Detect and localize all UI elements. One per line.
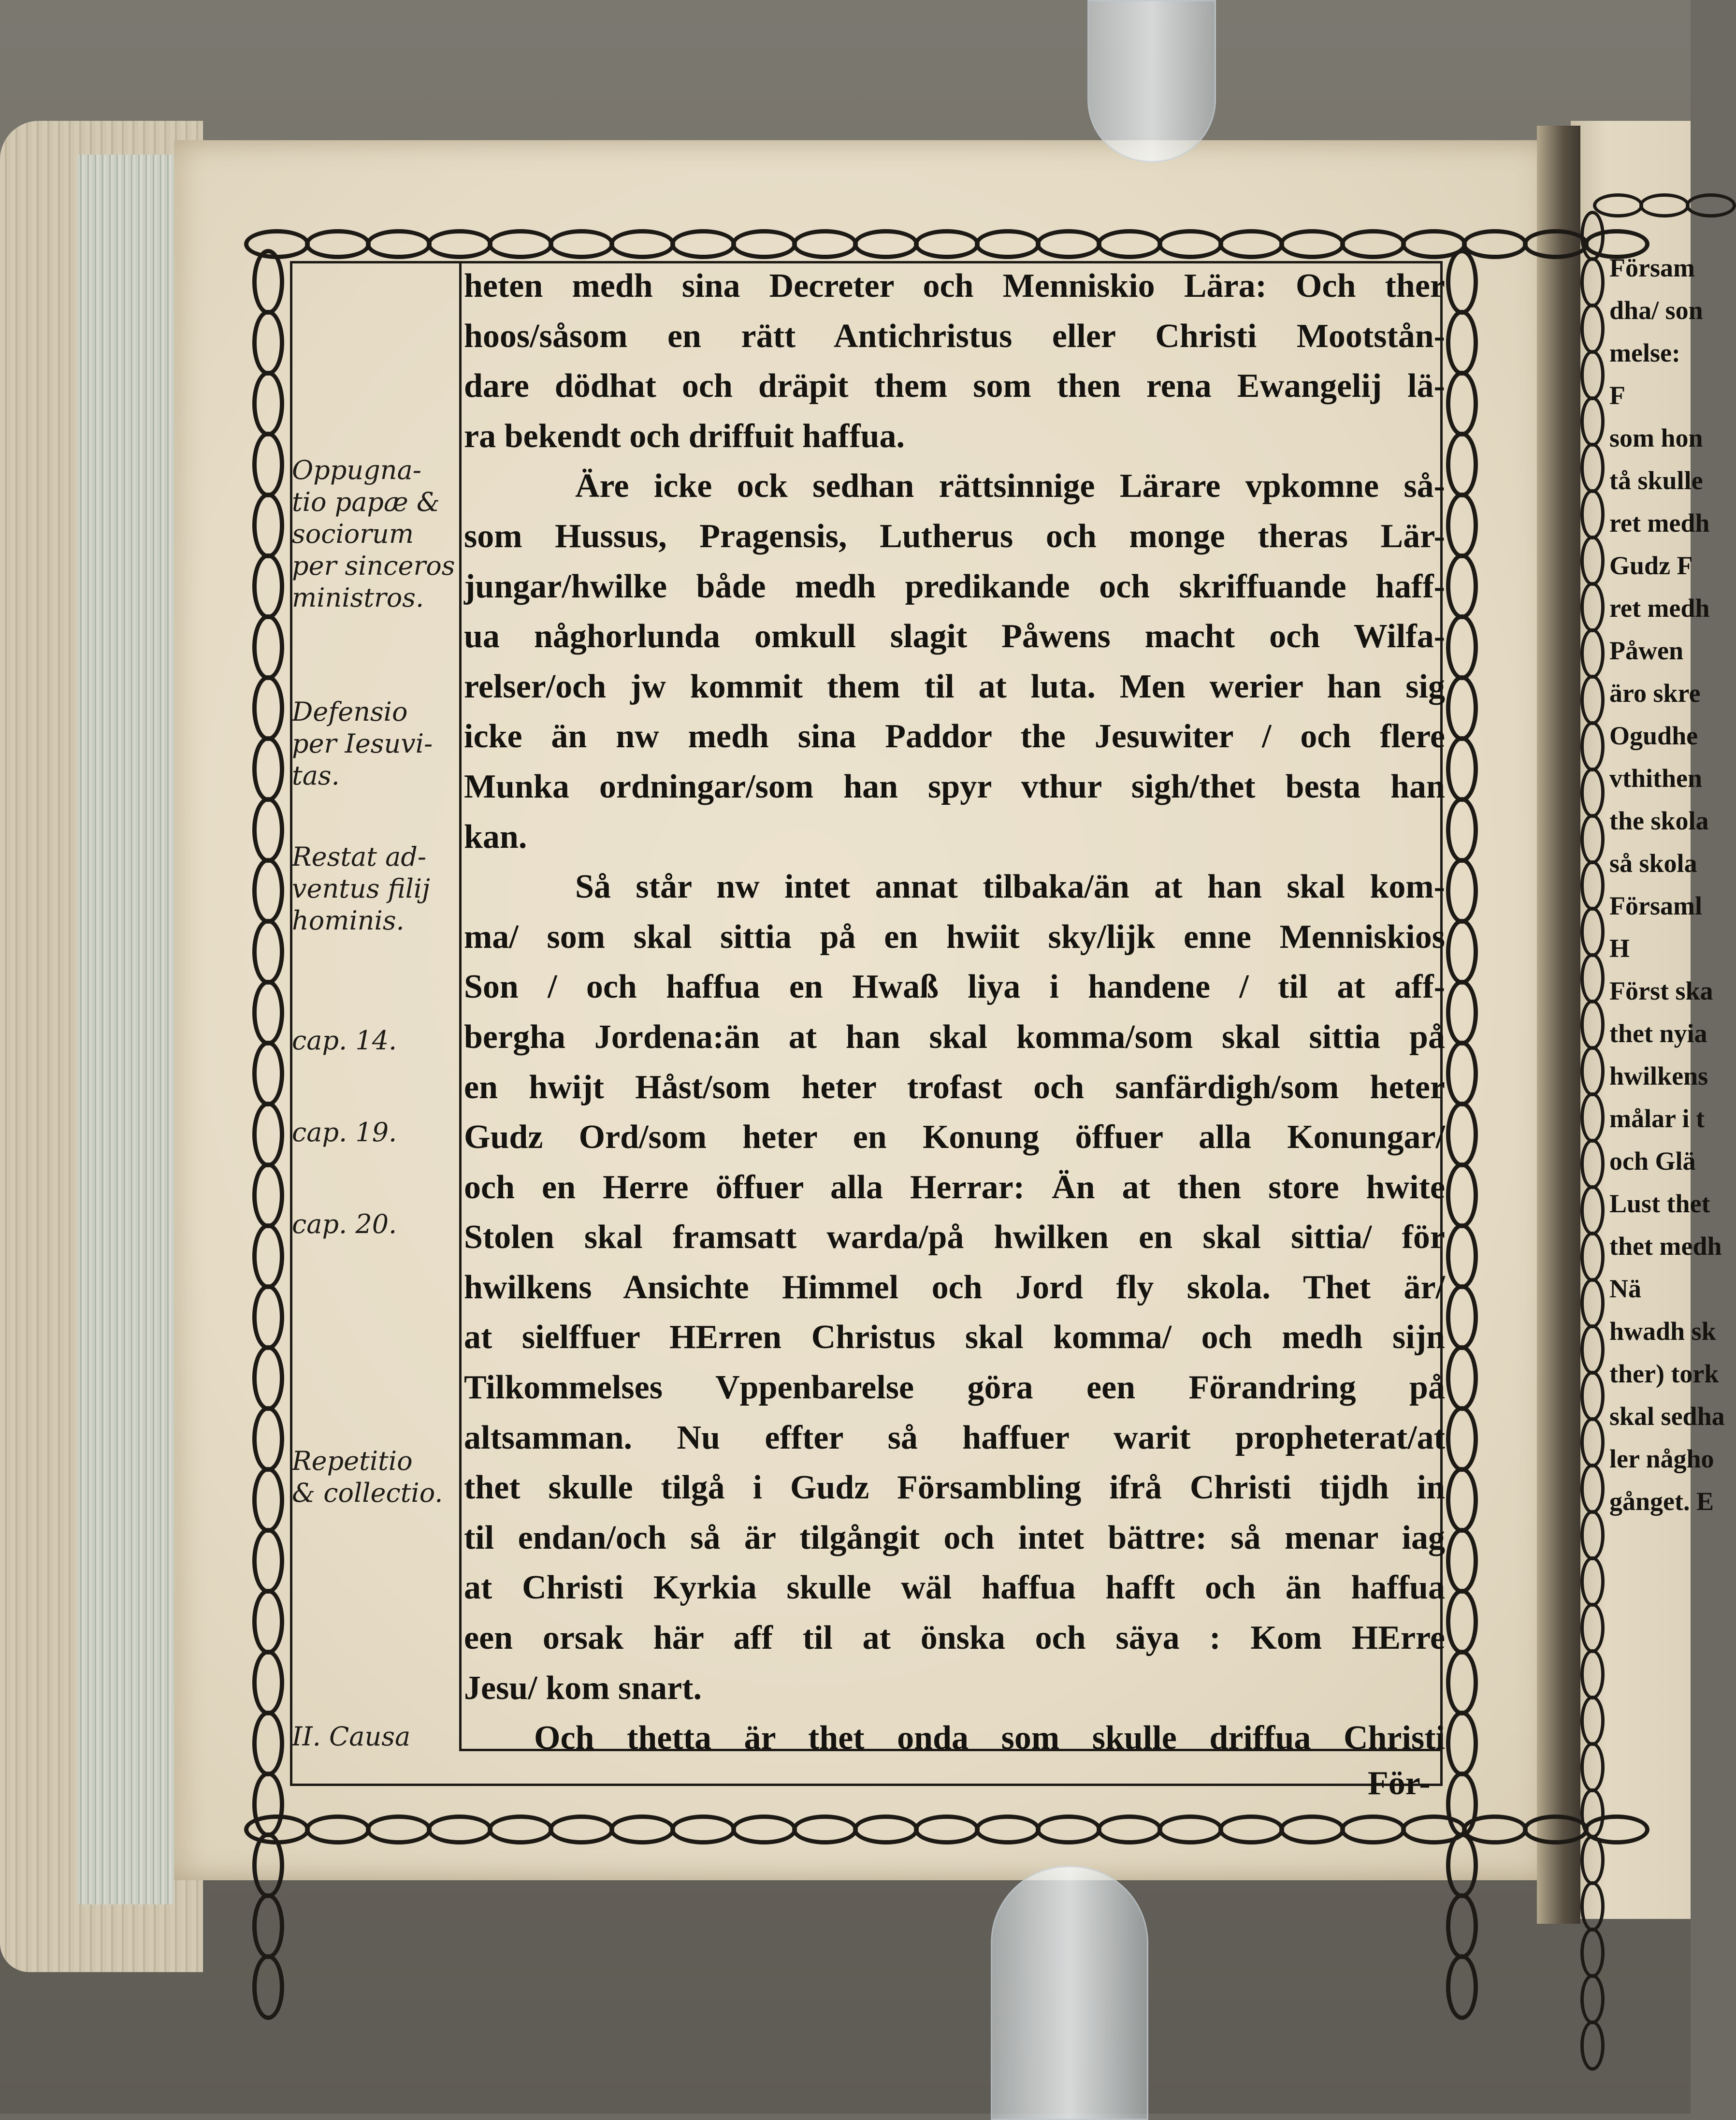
chain-link: [1446, 980, 1478, 1045]
chain-link: [1446, 919, 1478, 985]
margin-note-restat: Restat ad- ventus filij hominis.: [292, 842, 430, 936]
chain-link: [792, 229, 858, 259]
chain-link: [914, 1815, 980, 1844]
chain-link: [1580, 1092, 1605, 1143]
facing-page-line: the skola: [1609, 806, 1709, 835]
facing-page-line: Gudz F: [1609, 551, 1693, 580]
chain-link: [1580, 1649, 1605, 1699]
text-line: at Christi Kyrkia skulle wäl haffua hafft och än haffua: [464, 1569, 1445, 1607]
facing-page-line: äro skre: [1609, 679, 1701, 708]
chain-link: [1580, 1324, 1605, 1375]
chain-link: [1097, 229, 1162, 259]
chain-link: [1036, 229, 1101, 259]
text-line: dare dödhat och dräpit them som then rena Ewangelij lä-: [464, 367, 1445, 405]
chain-link: [1580, 860, 1605, 911]
chain-link: [252, 1711, 284, 1776]
text-line: ua någhorlunda omkull slagit Påwens macht och Wilfa-: [464, 618, 1445, 655]
chain-link: [1580, 1371, 1605, 1421]
chain-link: [1580, 489, 1605, 539]
chain-link: [1580, 582, 1605, 632]
chain-link: [252, 1284, 284, 1350]
chain-link: [252, 1345, 284, 1411]
chain-link: [1279, 229, 1345, 259]
margin-column-rule: [459, 261, 462, 1750]
chain-link: [1580, 675, 1605, 725]
chain-link: [731, 1815, 797, 1844]
chain-link: [252, 432, 284, 497]
facing-page-line: ret medh: [1609, 508, 1710, 537]
chain-link: [252, 1162, 284, 1228]
facing-page-chain: [1595, 193, 1691, 222]
chain-link: [1580, 1696, 1605, 1746]
chain-link: [1580, 1417, 1605, 1467]
chain-link: [252, 614, 284, 680]
chain-link: [252, 1041, 284, 1106]
chain-link: [1446, 1954, 1478, 2020]
facing-page-line: ther) tork: [1609, 1359, 1719, 1388]
chain-link: [609, 229, 675, 259]
chain-link: [366, 229, 432, 259]
text-line: een orsak här aff til at önska och säya : Kom HErre: [464, 1619, 1445, 1657]
margin-note-causa: II. Causa: [292, 1721, 411, 1752]
chain-link: [252, 1406, 284, 1472]
chain-link: [305, 229, 371, 259]
chain-link: [252, 1772, 284, 1837]
chain-link: [1446, 1893, 1478, 1959]
frame-rule-bottom: [290, 1784, 1440, 1786]
chain-link: [252, 249, 284, 315]
chain-link: [1580, 211, 1605, 261]
chain-link: [1446, 493, 1478, 558]
facing-page-vchain: [1580, 213, 1607, 1837]
chain-link: [1446, 310, 1478, 376]
text-line: hoos/såsom en rätt Antichristus eller Christi Mootstån-: [464, 317, 1445, 355]
chain-link: [1446, 1832, 1478, 1898]
chain-link: [1218, 1815, 1284, 1844]
chain-link: [252, 980, 284, 1045]
margin-note-cap14: cap. 14.: [292, 1025, 397, 1056]
page-edges: [77, 155, 174, 1904]
chain-link: [305, 1815, 371, 1844]
catchword: För-: [1368, 1765, 1431, 1802]
chain-link: [1446, 1406, 1478, 1472]
body-text: [464, 261, 1445, 1763]
chain-link: [1446, 1102, 1478, 1167]
text-line: Så står nw intet annat tilbaka/än at han skal kom-: [575, 868, 1445, 906]
frame-top-chain: [246, 222, 1484, 266]
frame-left-chain: [246, 251, 290, 1822]
text-line: bergha Jordena:än at han skal komma/som skal sittia på: [464, 1018, 1445, 1056]
facing-page-line: Först ska: [1609, 976, 1713, 1005]
chain-link: [1218, 229, 1284, 259]
chain-link: [1580, 1928, 1605, 1978]
chain-link: [1580, 1742, 1605, 1792]
facing-page-line: Försam: [1609, 253, 1695, 282]
chain-link: [1580, 907, 1605, 957]
facing-page-line: H: [1609, 934, 1630, 963]
facing-page-line: Lust thet: [1609, 1189, 1710, 1218]
text-line: och en Herre öffuer alla Herrar: Än at then store hwite: [464, 1168, 1445, 1206]
chain-link: [1446, 1162, 1478, 1228]
chain-link: [1446, 249, 1478, 315]
text-line: Stolen skal framsatt warda/på hwilken en skal sittia/ för: [464, 1219, 1445, 1256]
chain-link: [975, 1815, 1041, 1844]
chain-link: [252, 1467, 284, 1533]
facing-page-line: Påwen: [1609, 636, 1683, 665]
chain-link: [252, 1650, 284, 1715]
chain-link: [1580, 1788, 1605, 1839]
text-line: Och thetta är thet onda som skulle driffua Christi: [534, 1719, 1445, 1757]
facing-page-line: hwilkens: [1609, 1061, 1708, 1090]
text-line: kan.: [464, 818, 527, 856]
facing-page-line: Nä: [1609, 1274, 1641, 1303]
text-line: altsamman. Nu effter så haffuer warit propheterat/at: [464, 1419, 1445, 1456]
text-line: Jesu/ kom snart.: [464, 1669, 702, 1707]
chain-link: [1446, 675, 1478, 741]
chain-link: [1580, 1232, 1605, 1282]
chain-link: [1446, 1589, 1478, 1655]
chain-link: [1580, 396, 1605, 447]
facing-page-line: F: [1609, 381, 1625, 410]
facing-page-line: ler någho: [1609, 1444, 1714, 1473]
chain-link: [1580, 1185, 1605, 1235]
chain-link: [1446, 1772, 1478, 1837]
book-gutter: [1537, 126, 1580, 1924]
chain-link: [1446, 858, 1478, 924]
chain-link: [1580, 1000, 1605, 1050]
chain-link: [1446, 371, 1478, 436]
chain-link: [252, 493, 284, 558]
facing-page-line: hwadh sk: [1609, 1317, 1716, 1346]
chain-link: [1446, 1041, 1478, 1106]
chain-link: [670, 1815, 736, 1844]
chain-link: [1580, 1278, 1605, 1328]
chain-link: [1580, 257, 1605, 307]
chain-link: [914, 229, 980, 259]
facing-page-line: tå skulle: [1609, 466, 1703, 495]
chain-link: [252, 1223, 284, 1289]
chain-link: [1446, 797, 1478, 863]
chain-link: [1580, 536, 1605, 586]
chain-link: [252, 919, 284, 985]
facing-page-line: målar i t: [1609, 1104, 1705, 1133]
chain-link: [1036, 1815, 1101, 1844]
chain-link: [609, 1815, 675, 1844]
facing-page-line: melse:: [1609, 338, 1680, 367]
facing-page-line: vthithen: [1609, 764, 1703, 793]
text-line: til endan/och så är tilgångit och intet bättre: så menar iag: [464, 1519, 1445, 1556]
text-line: hwilkens Ansichte Himmel och Jord fly skola. Thet är/: [464, 1268, 1445, 1306]
chain-link: [252, 797, 284, 863]
chain-link: [252, 1102, 284, 1167]
chain-link: [252, 1832, 284, 1898]
chain-link: [1446, 614, 1478, 680]
book-clip-top: [1087, 0, 1216, 162]
facing-page-line: och Glä: [1609, 1147, 1696, 1176]
text-line: relser/och jw kommit them til at luta. Men werier han sig: [464, 668, 1445, 705]
chain-link: [252, 1589, 284, 1655]
chain-link: [1580, 1556, 1605, 1607]
chain-link: [1340, 1815, 1406, 1844]
chain-link: [1446, 1223, 1478, 1289]
chain-link: [1580, 1835, 1605, 1885]
margin-note-repetitio: Repetitio & collectio.: [292, 1446, 443, 1508]
chain-link: [1446, 432, 1478, 497]
chain-link: [488, 229, 553, 259]
chain-link: [670, 229, 736, 259]
margin-note-cap20: cap. 20.: [292, 1209, 397, 1239]
chain-link: [252, 553, 284, 619]
chain-link: [366, 1815, 432, 1844]
chain-link: [1580, 1139, 1605, 1189]
chain-link: [1580, 1974, 1605, 2024]
facing-page-line: ret medh: [1609, 594, 1710, 623]
chain-link: [1157, 229, 1223, 259]
chain-link: [252, 371, 284, 436]
chain-link: [1580, 1603, 1605, 1653]
chain-link: [252, 310, 284, 376]
chain-link: [1639, 193, 1690, 218]
chain-link: [853, 229, 919, 259]
chain-link: [1446, 553, 1478, 619]
chain-link: [1446, 1528, 1478, 1594]
chain-link: [1580, 304, 1605, 354]
chain-link: [1686, 193, 1736, 218]
chain-link: [731, 229, 797, 259]
chain-link: [1446, 1284, 1478, 1350]
chain-link: [1446, 1650, 1478, 1715]
text-line: en hwijt Håst/som heter trofast och sanfärdigh/som heter: [464, 1068, 1445, 1106]
chain-link: [1580, 953, 1605, 1003]
text-line: Son / och haffua en Hwaß liya i handene / til at aff-: [464, 968, 1445, 1006]
chain-link: [1580, 2020, 1605, 2071]
text-line: icke än nw medh sina Paddor the Jesuwiter / och flere: [464, 718, 1445, 755]
chain-link: [1580, 1510, 1605, 1560]
chain-link: [1580, 768, 1605, 818]
chain-link: [792, 1815, 858, 1844]
chain-link: [252, 858, 284, 924]
chain-link: [427, 229, 492, 259]
chain-link: [1446, 1345, 1478, 1411]
text-line: ra bekendt och driffuit haffua.: [464, 417, 905, 455]
chain-link: [853, 1815, 919, 1844]
margin-note-oppugnatio: Oppugna- tio papæ & sociorum per sinceros ministros.: [292, 455, 455, 613]
margin-note-defensio: Defensio per Iesuvi- tas.: [292, 697, 433, 791]
chain-link: [1279, 1815, 1345, 1844]
text-line: jungar/hwilke både medh predikande och skriffuande haff-: [464, 567, 1445, 605]
frame-right-chain: [1440, 251, 1484, 1822]
facing-page-line: thet nyia: [1609, 1019, 1707, 1048]
chain-link: [1580, 443, 1605, 493]
text-line: heten medh sina Decreter och Menniskio Lära: Och ther: [464, 267, 1445, 305]
text-line: thet skulle tilgå i Gudz Försambling ifrå Christi tijdh in: [464, 1469, 1445, 1507]
chain-link: [1580, 1464, 1605, 1514]
chain-link: [252, 1954, 284, 2020]
facing-page-line: Församl: [1609, 891, 1702, 920]
text-line: Tilkommelses Vppenbarelse göra een Förandring på: [464, 1369, 1445, 1407]
chain-link: [1580, 1046, 1605, 1096]
text-line: Gudz Ord/som heter en Konung öffuer alla Konungar/: [464, 1118, 1445, 1156]
facing-page-line: som hon: [1609, 423, 1703, 452]
chain-link: [252, 1528, 284, 1594]
chain-link: [252, 1893, 284, 1959]
chain-link: [1097, 1815, 1162, 1844]
chain-link: [488, 1815, 553, 1844]
frame-bottom-chain: [246, 1808, 1484, 1851]
chain-link: [427, 1815, 492, 1844]
facing-page-line: Ogudhe: [1609, 721, 1698, 750]
facing-page-line: gånget. E: [1609, 1487, 1714, 1516]
text-line: at sielffuer HErren Christus skal komma/ och medh sijn: [464, 1319, 1445, 1356]
chain-link: [1446, 1711, 1478, 1776]
chain-link: [1580, 350, 1605, 400]
facing-page-line: dha/ son: [1609, 296, 1703, 325]
chain-link: [252, 675, 284, 741]
chain-link: [1523, 1815, 1589, 1844]
chain-link: [1446, 736, 1478, 802]
chain-link: [549, 1815, 614, 1844]
chain-link: [1340, 229, 1406, 259]
chain-link: [1446, 1467, 1478, 1533]
text-line: Äre icke ock sedhan rättsinnige Lärare vpkomne så-: [575, 467, 1445, 505]
chain-link: [1523, 229, 1589, 259]
chain-link: [252, 736, 284, 802]
facing-page-line: thet medh: [1609, 1232, 1722, 1261]
facing-page-line: så skola: [1609, 849, 1697, 878]
text-line: som Hussus, Pragensis, Lutherus och monge theras Lär-: [464, 517, 1445, 555]
book-clip-bottom: [991, 1866, 1148, 2120]
chain-link: [1580, 1881, 1605, 1931]
chain-link: [1580, 628, 1605, 679]
chain-link: [1580, 814, 1605, 864]
text-line: ma/ som skal sittia på en hwiit sky/lijk enne Menniskios: [464, 918, 1445, 956]
text-line: Munka ordningar/som han spyr vthur sigh/thet besta han: [464, 768, 1445, 805]
chain-link: [975, 229, 1041, 259]
chain-link: [549, 229, 614, 259]
chain-link: [1157, 1815, 1223, 1844]
facing-page-line: skal sedha: [1609, 1402, 1725, 1431]
chain-link: [1580, 721, 1605, 771]
facing-page-text: [1609, 247, 1725, 1523]
margin-note-cap19: cap. 19.: [292, 1117, 397, 1147]
